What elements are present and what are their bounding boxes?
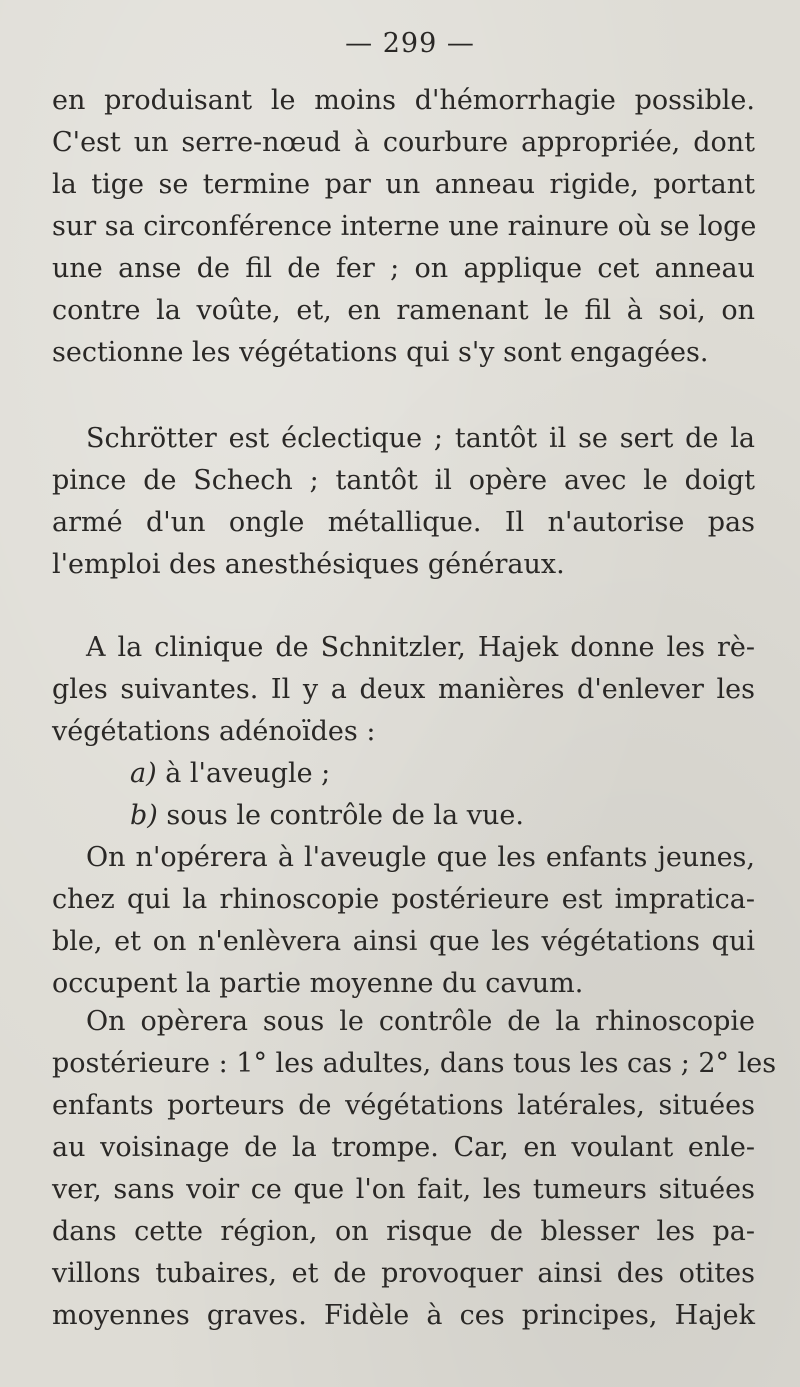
text-line: Schrötter est éclectique ; tantôt il se sert de la	[86, 423, 755, 454]
page-number: — 299 —	[345, 28, 475, 59]
text-line: villons tubaires, et de provoquer ainsi des otites	[52, 1258, 755, 1289]
text-line: ver, sans voir ce que l'on fait, les tumeurs situées	[52, 1174, 755, 1205]
text-line: On n'opérera à l'aveugle que les enfants jeunes,	[86, 842, 755, 873]
text-line: armé d'un ongle métallique. Il n'autorise pas	[52, 507, 755, 538]
text-line: enfants porteurs de végétations latérales, situées	[52, 1090, 755, 1121]
paragraph-schrotter	[52, 418, 755, 586]
paragraph-blind-operation	[52, 837, 755, 1005]
list-item-text: sous le contrôle de la vue.	[166, 800, 524, 831]
text-line: sur sa circonférence interne une rainure où se loge	[52, 211, 757, 242]
text-line: dans cette région, on risque de blesser les pa-	[52, 1216, 755, 1247]
text-line: en produisant le moins d'hémorrhagie possible.	[52, 85, 755, 116]
text-line: contre la voûte, et, en ramenant le fil à soi, on	[52, 295, 755, 326]
paragraph-rhinoscopy-control	[52, 1001, 777, 1337]
text-line: chez qui la rhinoscopie postérieure est impratica-	[52, 884, 755, 915]
text-line: gles suivantes. Il y a deux manières d'enlever les	[52, 674, 755, 705]
list-item-text: à l'aveugle ;	[165, 758, 331, 789]
text-line: postérieure : 1° les adultes, dans tous les cas ; 2° les	[52, 1048, 777, 1079]
list-marker: b)	[130, 800, 158, 831]
list-marker: a)	[130, 758, 157, 789]
text-line: occupent la partie moyenne du cavum.	[52, 968, 584, 999]
list-item	[52, 795, 755, 837]
text-line: moyennes graves. Fidèle à ces principes, Hajek	[52, 1300, 755, 1331]
text-line: au voisinage de la trompe. Car, en voulant enle-	[52, 1132, 755, 1163]
paragraph-schnitzler-clinic	[52, 627, 755, 837]
text-line: une anse de fil de fer ; on applique cet anneau	[52, 253, 755, 284]
text-line: la tige se termine par un anneau rigide, portant	[52, 169, 755, 200]
text-line: ble, et on n'enlèvera ainsi que les végétations qui	[52, 926, 755, 957]
text-line: sectionne les végétations qui s'y sont engagées.	[52, 337, 709, 368]
text-line: C'est un serre-nœud à courbure appropriée, dont	[52, 127, 755, 158]
text-line: A la clinique de Schnitzler, Hajek donne les rè-	[86, 632, 755, 663]
text-line: pince de Schech ; tantôt il opère avec le doigt	[52, 465, 755, 496]
text-line: l'emploi des anesthésiques généraux.	[52, 549, 565, 580]
list-item	[52, 753, 755, 795]
text-line: végétations adénoïdes :	[52, 716, 376, 747]
text-line: On opèrera sous le contrôle de la rhinoscopie	[86, 1006, 755, 1037]
paragraph-continuation	[52, 80, 755, 374]
